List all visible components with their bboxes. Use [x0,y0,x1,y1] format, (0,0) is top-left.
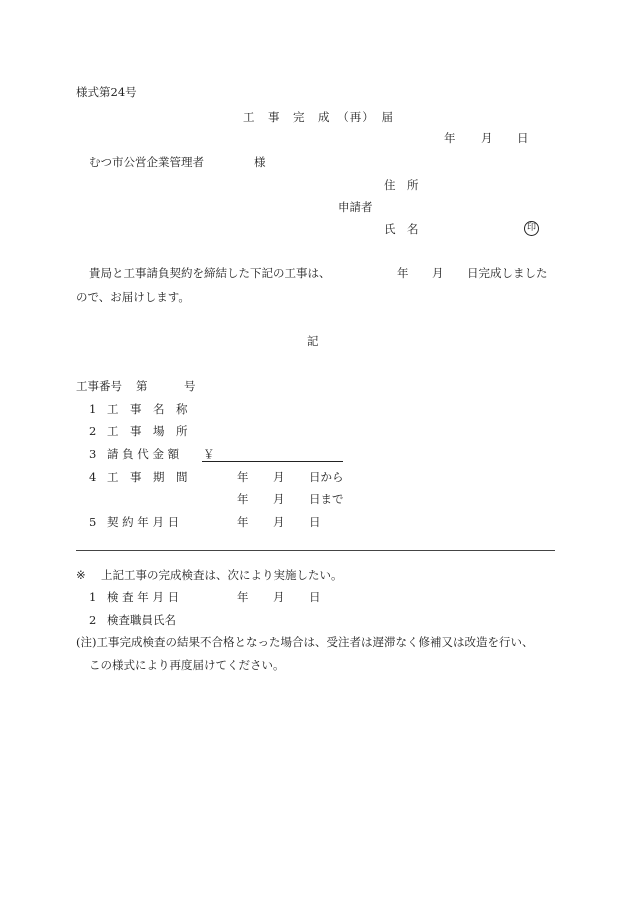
period-start-month: 月 [273,470,285,484]
inspector-number: 2 [89,613,97,627]
inspection-date-label: 検 査 年 月 日 [107,590,180,604]
period-end-year: 年 [237,492,249,506]
note-mark: ※ [76,568,86,582]
date-month: 月 [481,131,493,145]
item5-label: 契 約 年 月 日 [107,515,180,529]
item1-number: 1 [89,402,97,416]
item1-label: 工 事 名 称 [107,402,188,416]
period-end-day: 日まで [309,492,344,506]
item2-label: 工 事 場 所 [107,424,188,438]
address-label: 住 所 [384,178,419,192]
divider-line [76,550,555,551]
inspection-year: 年 [237,590,249,604]
contract-year: 年 [237,515,249,529]
amount-underline [202,461,343,462]
inspection-day: 日 [309,590,321,604]
item3-number: 3 [89,447,97,461]
caution-line1: (注)工事完成検査の結果不合格となった場合は、受注者は遅滞なく修補又は改造を行い、 [76,635,534,649]
item2-number: 2 [89,424,97,438]
body-year: 年 [397,266,409,280]
body-line2: ので、お届けします。 [76,290,190,304]
item5-number: 5 [89,515,97,529]
note-text: 上記工事の完成検査は、次により実施したい。 [101,568,343,582]
seal-mark: 印 [524,221,539,236]
work-number-go: 号 [184,379,196,393]
body-month: 月 [432,266,444,280]
ki-heading: 記 [307,334,319,348]
applicant-label: 申請者 [338,200,373,214]
period-end-month: 月 [273,492,285,506]
name-label: 氏 名 [384,222,419,236]
addressee-honorific: 様 [254,155,266,169]
inspector-name-label: 検査職員氏名 [107,613,176,627]
work-number-dai: 第 [136,379,148,393]
form-number: 様式第24号 [76,85,137,99]
contract-day: 日 [309,515,321,529]
date-year: 年 [444,131,456,145]
period-start-year: 年 [237,470,249,484]
work-number-label: 工事番号 [76,379,122,393]
yen-sign: ￥ [203,447,215,461]
addressee-name: むつ市公営企業管理者 [89,155,204,169]
body-line1: 貴局と工事請負契約を締結した下記の工事は、 [89,266,331,280]
date-day: 日 [517,131,529,145]
item4-number: 4 [89,470,97,484]
inspection-month: 月 [273,590,285,604]
item4-label: 工 事 期 間 [107,470,188,484]
caution-line2: この様式により再度届けてください。 [89,658,285,672]
contract-month: 月 [273,515,285,529]
period-start-day: 日から [309,470,344,484]
document-title: 工 事 完 成 （再） 届 [243,110,394,124]
item3-label: 請 負 代 金 額 [107,447,180,461]
inspection-date-number: 1 [89,590,97,604]
body-day-completed: 日完成しました [467,266,548,280]
